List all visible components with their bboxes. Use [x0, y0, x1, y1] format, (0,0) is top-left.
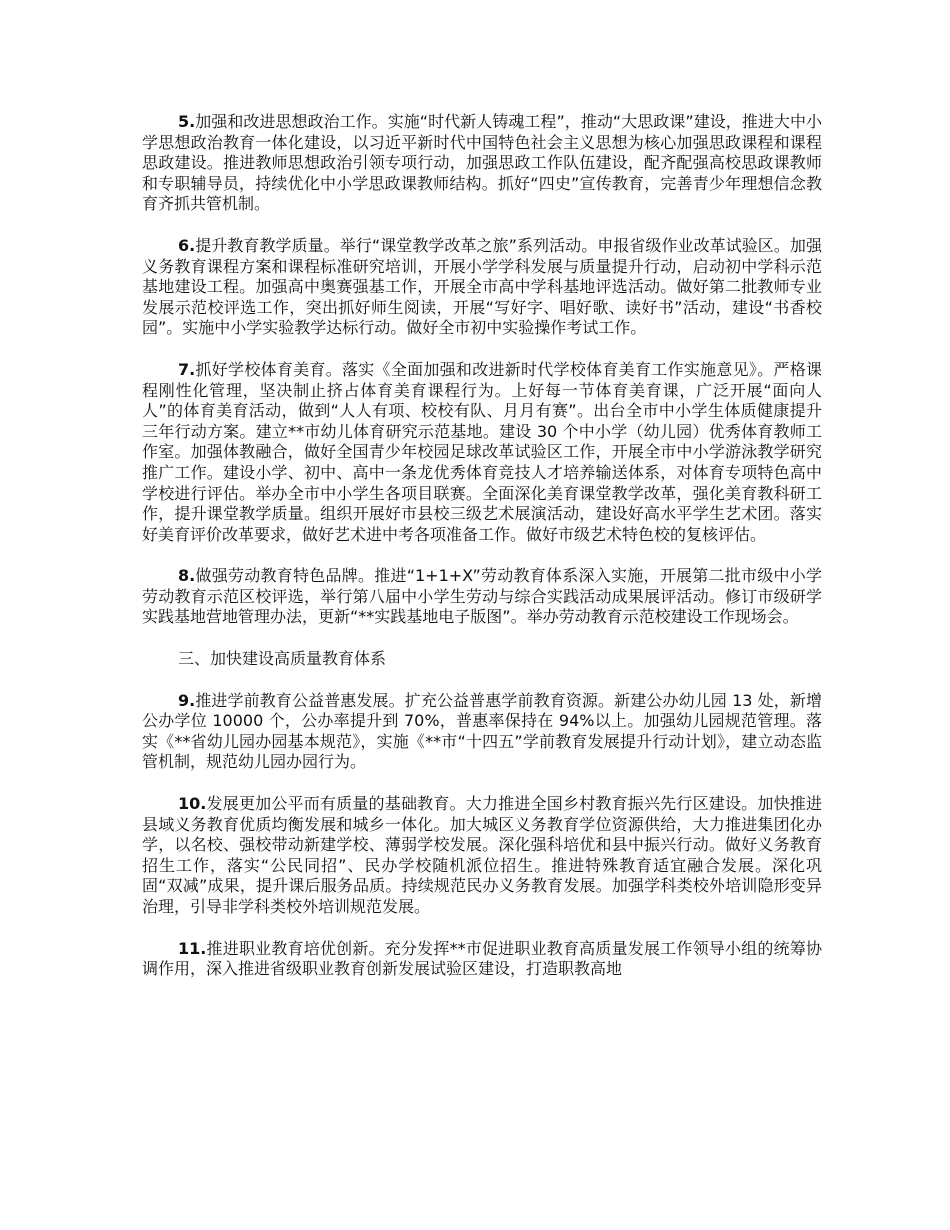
item-title: 加强和改进思想政治工作。 [195, 112, 388, 131]
item-number: 7. [178, 359, 196, 379]
item-number: 8. [178, 566, 196, 586]
paragraph-7 [142, 360, 822, 545]
item-title: 推进职业教育培优创新。 [206, 938, 385, 958]
item-title: 抓好学校体育美育。 [195, 359, 342, 379]
item-body: 推进“1+1+X”劳动教育体系深入实施，开展第二批市级中小学劳动教育示范区校评选，举行第八届中小学生劳动与综合实践活动成果展评活动。修订市级研学实践基地营地管理办法，更新“**实践基地电子版图”。举办劳动教育示范校建设工作现场会。 [142, 566, 822, 627]
paragraph-5 [142, 112, 822, 215]
item-body: 扩充公益普惠学前教育资源。新建公办幼儿园 13 处，新增公办学位 10000 个，公办率提升到 70%，普惠率保持在 94%以上。加强幼儿园规范管理。落实《**省幼儿园办园基本规范》，实施《**市“十四五”学前教育发展提升行动计划》，建立动态监管机制，规范幼儿园办园行为。 [142, 690, 822, 772]
item-number: 10. [178, 794, 207, 814]
item-body: 大力推进全国乡村教育振兴先行区建设。加快推进县域义务教育优质均衡发展和城乡一体化。加大城区义务教育学位资源供给，大力推进集团化办学，以名校、强校带动新建学校、薄弱学校发展。深化强科培优和县中振兴行动。做好义务教育招生工作，落实“公民同招”、民办学校随机派位招生。推进特殊教育适宜融合发展。深化巩固“双减”成果，提升课后服务品质。持续规范民办义务教育发展。加强学科类校外培训隐形变异治理，引导非学科类校外培训规范发展。 [142, 794, 822, 916]
item-body: 举行“课堂教学改革之旅”系列活动。申报省级作业改革试验区。加强义务教育课程方案和课程标准研究培训，开展小学学科发展与质量提升行动，启动初中学科示范基地建设工程。加强高中奥赛强基工作，开展全市高中学科基地评选活动。做好第二批教师专业发展示范校评选工作，突出抓好师生阅读，开展“写好字、唱好歌、读好书”活动，建设“书香校园”。实施中小学实验教学达标行动。做好全市初中实验操作考试工作。 [142, 235, 822, 338]
item-title: 发展更加公平而有质量的基础教育。 [206, 794, 466, 814]
item-title: 推进学前教育公益普惠发展。 [195, 690, 405, 710]
section-heading: 三、加快建设高质量教育体系 [178, 649, 387, 669]
item-number: 11. [178, 938, 207, 958]
paragraph-8 [142, 566, 822, 628]
item-body: 实施“时代新人铸魂工程”，推动“大思政课”建设，推进大中小学思想政治教育一体化建设，以习近平新时代中国特色社会主义思想为核心加强思政课程和课程思政建设。推进教师思想政治引领专项行动，加强思政工作队伍建设，配齐配强高校思政课教师和专职辅导员，持续优化中小学思政课教师结构。抓好“四史”宣传教育，完善青少年理想信念教育齐抓共管机制。 [142, 112, 822, 214]
paragraph-11 [142, 939, 822, 980]
item-title: 做强劳动教育特色品牌。 [195, 566, 375, 586]
paragraph-10 [142, 794, 822, 918]
item-number: 9. [178, 690, 196, 710]
paragraph-9 [142, 691, 822, 773]
item-number: 6. [178, 235, 196, 255]
paragraph-6 [142, 236, 822, 339]
item-number: 5. [178, 112, 196, 131]
item-body: 充分发挥**市促进职业教育高质量发展工作领导小组的统筹协调作用，深入推进省级职业教育创新发展试验区建设，打造职教高地 [142, 938, 822, 979]
item-title: 提升教育教学质量。 [195, 235, 340, 255]
document-page [142, 112, 822, 1001]
item-body: 落实《全面加强和改进新时代学校体育美育工作实施意见》。严格课程刚性化管理，坚决制止挤占体育美育课程行为。上好每一节体育美育课，广泛开展“面向人人”的体育美育活动，做到“人人有项、校校有队、月月有赛”。出台全市中小学生体质健康提升三年行动方案。建立**市幼儿体育研究示范基地。建设 30 个中小学（幼儿园）优秀体育教师工作室。加强体教融合，做好全国青少年校园足球改革试验区工作，开展全市中小学游泳教学研究推广工作。建设小学、初中、高中一条龙优秀体育竞技人才培养输送体系，对体育专项特色高中学校进行评估。举办全市中小学生各项目联赛。全面深化美育课堂教学改革，强化美育教科研工作，提升课堂教学质量。组织开展好市县校三级艺术展演活动，建设好高水平学生艺术团。落实好美育评价改革要求，做好艺术进中考各项准备工作。做好市级艺术特色校的复核评估。 [142, 359, 822, 544]
